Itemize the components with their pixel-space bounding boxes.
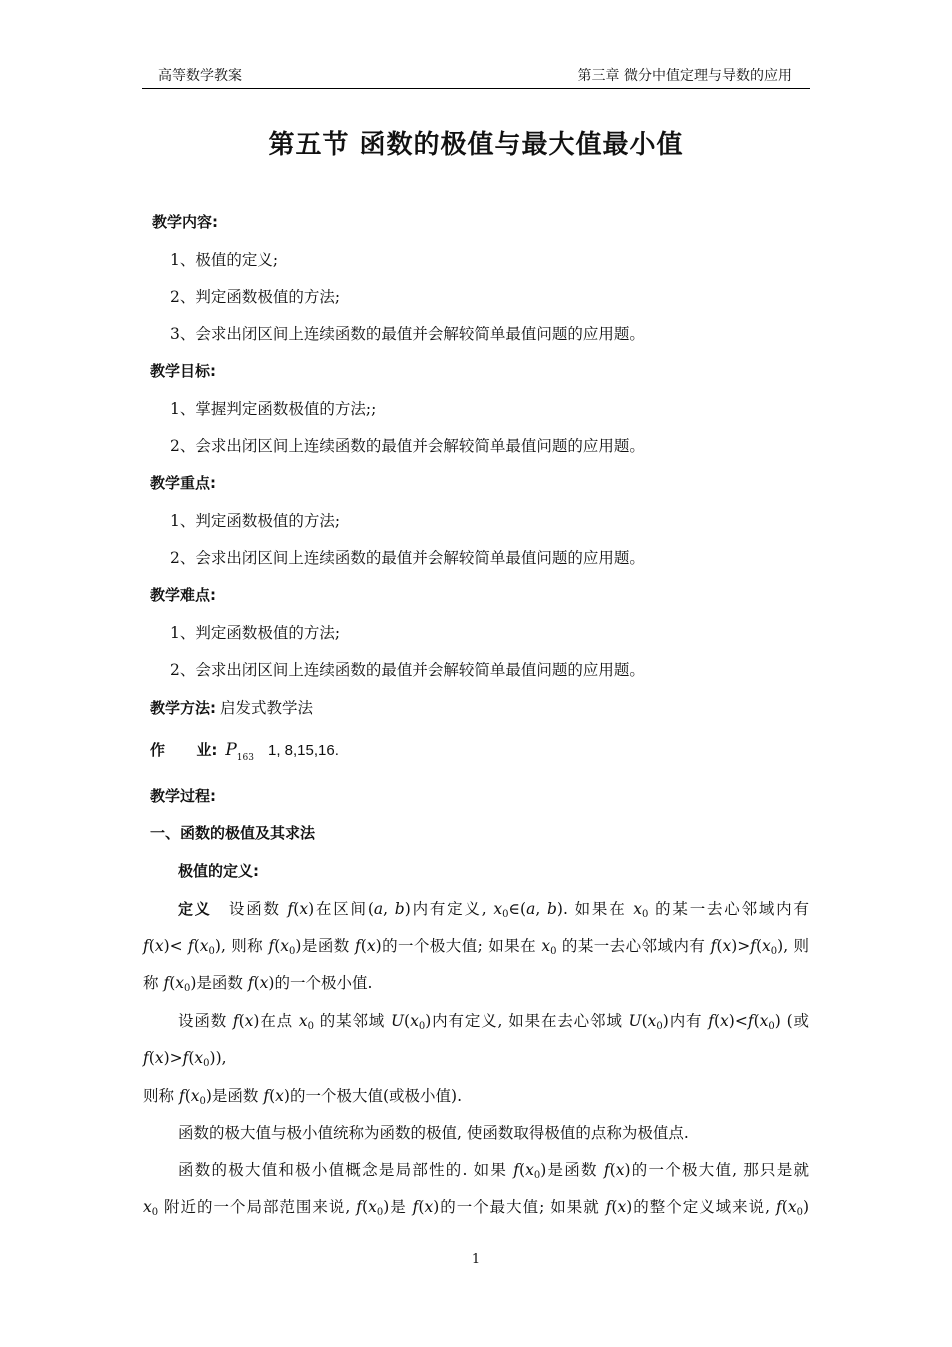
difficulties-heading: 教学难点:: [150, 586, 216, 604]
extremum-paragraph-line: 函数的极大值与极小值统称为函数的极值, 使函数取得极值的点称为极值点.: [178, 1124, 689, 1142]
difficulties-item: 1、判定函数极值的方法;: [170, 624, 341, 642]
homework-problems: 1, 8,15,16.: [267, 742, 339, 759]
definition-paragraph-line: 定义 设函数 f(x)在区间(a, b)内有定义, $x_0\in(a$, b). 如果在 $x_0$ 的某一去心邻域内有: [178, 900, 809, 920]
homework-page-letter: P: [225, 740, 237, 760]
goals-item: 1、掌握判定函数极值的方法;;: [170, 400, 377, 418]
header-right: 第三章 微分中值定理与导数的应用: [577, 68, 792, 84]
header-rule: [142, 88, 810, 89]
section-heading: 一、函数的极值及其求法: [150, 824, 316, 842]
header-left: 高等数学教案: [158, 68, 242, 84]
content-item: 2、判定函数极值的方法;: [170, 288, 341, 306]
homework-line: [150, 739, 339, 769]
content-item: 1、极值的定义;: [170, 251, 279, 269]
content-item: 3、会求出闭区间上连续函数的最值并会解较简单最值问题的应用题。: [170, 325, 645, 343]
key-points-item: 1、判定函数极值的方法;: [170, 512, 341, 530]
neighborhood-paragraph-line: 则称 $f(x_0)$是函数 f(x)的一个极大值(或极小值).: [143, 1087, 462, 1107]
neighborhood-paragraph-line: $f(x)>f(x_0)$),: [143, 1049, 227, 1069]
method-label: 教学方法:: [150, 699, 216, 717]
goals-heading: 教学目标:: [150, 362, 216, 380]
method-value: 启发式教学法: [220, 699, 314, 717]
definition-paragraph-line: 称 $f(x_0)$是函数 f(x)的一个极小值.: [143, 974, 373, 994]
goals-item: 2、会求出闭区间上连续函数的最值并会解较简单最值问题的应用题。: [170, 437, 645, 455]
neighborhood-paragraph-line: 设函数 f(x)在点 $x_0$ 的某邻域 $U(x_0)$内有定义, 如果在去心邻域 $U(x_0)$内有 $f(x)<f(x_0)$ (或: [178, 1012, 809, 1032]
difficulties-item: 2、会求出闭区间上连续函数的最值并会解较简单最值问题的应用题。: [170, 661, 645, 679]
homework-label: 作 业:: [150, 741, 218, 759]
process-heading: 教学过程:: [150, 787, 216, 805]
key-points-item: 2、会求出闭区间上连续函数的最值并会解较简单最值问题的应用题。: [170, 549, 645, 567]
definition-heading: 极值的定义:: [178, 862, 259, 880]
local-paragraph-line: 函数的极大值和极小值概念是局部性的. 如果 $f(x_0)$是函数 f(x)的一个极大值, 那只是就: [178, 1161, 809, 1181]
homework-page-number: 163: [236, 753, 254, 763]
page-title: 第五节 函数的极值与最大值最小值: [268, 130, 684, 160]
page-number: 1: [471, 1252, 481, 1267]
key-points-heading: 教学重点:: [150, 474, 216, 492]
content-heading: 教学内容:: [152, 213, 218, 231]
homework-page: [225, 740, 254, 763]
local-paragraph-line: $x_0$ 附近的一个局部范围来说, $f(x_0)$是 f(x)的一个最大值; 如果就 f(x)的整个定义域来说, $f(x_0)$: [143, 1198, 809, 1218]
definition-paragraph-line: $f(x)< f(x_0)$, 则称 $f(x_0)$是函数 f(x)的一个极大值; 如果在 $x_0$ 的某一去心邻域内有 $f(x)>f(x_0)$, 则: [143, 937, 810, 957]
method-line: [150, 697, 313, 719]
